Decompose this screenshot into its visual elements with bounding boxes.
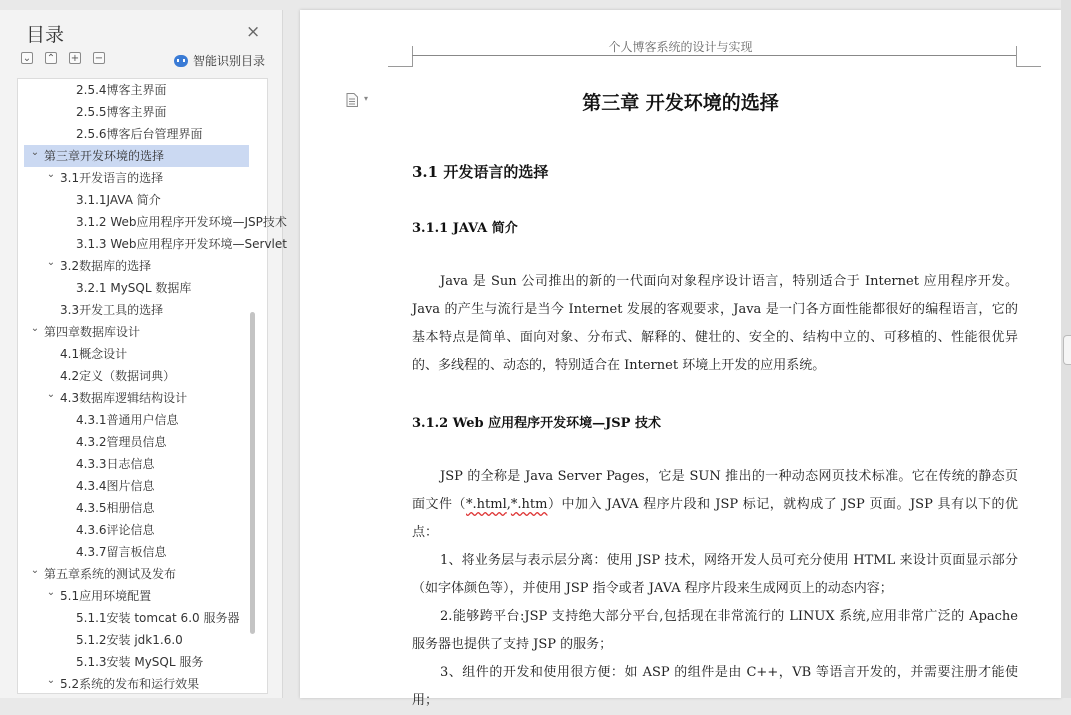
toc-item-label: 3.1.3 Web应用程序开发环境—Servlet <box>76 237 287 251</box>
toc-item-label: 3.1开发语言的选择 <box>60 171 164 185</box>
chevron-down-icon[interactable]: ⌄ <box>46 587 56 598</box>
java-paragraph: Java 是 Sun 公司推出的新的一代面向对象程序设计语言，特别适合于 Internet 应用程序开发。Java 的产生与流行是当今 Internet 发展的客观要求，Java 是一门各方面性能都很好的编程语言，它的基本特点是简单、面向对象、分布式、解释的、健壮的、安全的、结构中立的、可移植的、性能很优异的、多线程的、动态的，特别适合在 Internet 环境上开发的应用系统。 <box>412 274 1018 373</box>
chevron-down-icon[interactable]: ⌄ <box>46 169 56 180</box>
toc-item[interactable] <box>18 277 249 299</box>
smart-toc-label: 智能识别目录 <box>193 54 266 68</box>
side-panel-handle[interactable] <box>1063 335 1071 365</box>
page-header: 个人博客系统的设计与实现 <box>608 40 753 54</box>
close-icon[interactable]: × <box>246 22 261 42</box>
toc-item-label: 5.1应用环境配置 <box>60 589 152 603</box>
spellcheck-htm: *.htm <box>510 497 548 512</box>
section-heading-3-1-1: 3.1.1 JAVA 简介 <box>412 221 518 236</box>
toc-item[interactable] <box>18 629 249 651</box>
toc-item[interactable] <box>18 453 249 475</box>
jsp-comma: , <box>506 497 511 512</box>
toc-scrollbar[interactable] <box>250 312 255 634</box>
spellcheck-html: *.html <box>466 497 507 512</box>
toc-item[interactable] <box>24 145 249 167</box>
expand-up-button[interactable]: ⌃ <box>46 53 56 64</box>
toc-item[interactable] <box>18 431 249 453</box>
crop-mark <box>1016 66 1041 67</box>
toc-item[interactable] <box>18 607 249 629</box>
toc-item-label: 3.1.2 Web应用程序开发环境—JSP技术 <box>76 215 287 229</box>
toc-item-label: 4.3.7留言板信息 <box>76 545 167 559</box>
toc-item[interactable] <box>18 123 249 145</box>
chevron-down-icon[interactable]: ⌄ <box>46 257 56 268</box>
toc-item[interactable] <box>18 475 249 497</box>
point-1: 1、将业务层与表示层分离：使用 JSP 技术，网络开发人员可充分使用 HTML 来设计页面显示部分（如字体颜色等），并使用 JSP 指令或者 JAVA 程序片段来生成网页上的动态内容； <box>412 553 1018 596</box>
toc-item-label: 5.1.2安装 jdk1.6.0 <box>76 633 183 647</box>
toc-item-label: 4.3.4图片信息 <box>76 479 155 493</box>
header-divider <box>412 55 1016 56</box>
section-heading-3-1: 3.1 开发语言的选择 <box>412 163 549 181</box>
toc-item-label: 4.2定义（数据词典） <box>60 369 176 383</box>
jsp-text-a: JSP 的全称是 Java Server Pages，它是 SUN 推出的一种动态网页技术标准。它在传统的静态页面文件（ <box>412 469 1018 512</box>
chevron-down-icon[interactable]: ⌄ <box>30 323 40 334</box>
chapter-title: 第三章 开发环境的选择 <box>582 92 779 114</box>
toc-item-label: 第三章开发环境的选择 <box>44 149 165 163</box>
toc-item[interactable] <box>18 321 249 343</box>
toc-item-label: 第四章数据库设计 <box>44 325 141 339</box>
section-heading-3-1-2: 3.1.2 Web 应用程序开发环境—JSP 技术 <box>412 416 661 431</box>
toc-item[interactable] <box>18 167 249 189</box>
toc-item[interactable] <box>18 299 249 321</box>
collapse-all-button[interactable]: ⌄ <box>22 53 32 64</box>
toc-list <box>17 78 287 694</box>
toc-item-label: 2.5.5博客主界面 <box>76 105 167 119</box>
toc-item[interactable] <box>18 101 249 123</box>
toc-item[interactable] <box>18 79 249 101</box>
toc-item-label: 5.2系统的发布和运行效果 <box>60 677 200 691</box>
toc-item[interactable] <box>18 497 249 519</box>
toc-item-label: 4.3.3日志信息 <box>76 457 155 471</box>
remove-level-button[interactable]: − <box>94 53 104 64</box>
chevron-down-icon[interactable]: ⌄ <box>46 675 56 686</box>
toc-item-label: 3.2数据库的选择 <box>60 259 152 273</box>
toc-item[interactable] <box>18 343 249 365</box>
chevron-down-icon[interactable]: ▾ <box>364 94 369 103</box>
toc-item[interactable] <box>18 585 249 607</box>
toc-title: 目录 <box>26 24 65 46</box>
add-level-button[interactable]: + <box>70 53 80 64</box>
toc-item-label: 4.3.1普通用户信息 <box>76 413 179 427</box>
toc-item-label: 4.3.2管理员信息 <box>76 435 167 449</box>
toc-item[interactable] <box>18 255 249 277</box>
toc-item-label: 4.3数据库逻辑结构设计 <box>60 391 188 405</box>
toc-item-label: 3.1.1JAVA 简介 <box>76 193 161 207</box>
toc-item-label: 3.3开发工具的选择 <box>60 303 164 317</box>
chevron-down-icon[interactable]: ⌄ <box>30 147 40 158</box>
toc-item-label: 4.1概念设计 <box>60 347 128 361</box>
toc-item-label: 5.1.1安装 tomcat 6.0 服务器 <box>76 611 240 625</box>
toc-item-label: 第五章系统的测试及发布 <box>44 567 177 581</box>
crop-mark <box>388 66 413 67</box>
toc-item-label: 4.3.5相册信息 <box>76 501 155 515</box>
toc-item-label: 2.5.6博客后台管理界面 <box>76 127 203 141</box>
point-3: 3、组件的开发和使用很方便：如 ASP 的组件是由 C++，VB 等语言开发的，并需要注册才能使用； <box>412 665 1018 708</box>
toc-item[interactable] <box>18 189 249 211</box>
chevron-down-icon[interactable]: ⌄ <box>30 565 40 576</box>
toc-item[interactable] <box>18 211 287 233</box>
chevron-down-icon[interactable]: ⌄ <box>46 389 56 400</box>
toc-item-label: 5.1.3安装 MySQL 服务 <box>76 655 204 669</box>
toc-item[interactable] <box>18 519 249 541</box>
toc-item[interactable] <box>18 409 249 431</box>
jsp-paragraph <box>412 463 1018 547</box>
toc-item[interactable] <box>18 387 249 409</box>
document-page <box>300 10 1061 708</box>
toc-item-label: 3.2.1 MySQL 数据库 <box>76 281 192 295</box>
toc-item[interactable] <box>18 541 249 563</box>
smart-toc-button[interactable] <box>174 52 265 69</box>
toc-item[interactable] <box>18 673 249 695</box>
toc-item-label: 4.3.6评论信息 <box>76 523 155 537</box>
point-2: 2.能够跨平台:JSP 支持绝大部分平台,包括现在非常流行的 LINUX 系统,应用非常广泛的 Apache 服务器也提供了支持 JSP 的服务； <box>412 609 1018 652</box>
top-strip <box>0 0 1071 10</box>
jsp-text-b: ）中加入 JAVA 程序片段和 JSP 标记，就构成了 JSP 页面。JSP 具有以下的优点： <box>412 497 1018 540</box>
ai-icon <box>174 55 188 67</box>
toc-item-label: 2.5.4博客主界面 <box>76 83 167 97</box>
toc-pane <box>0 0 287 698</box>
